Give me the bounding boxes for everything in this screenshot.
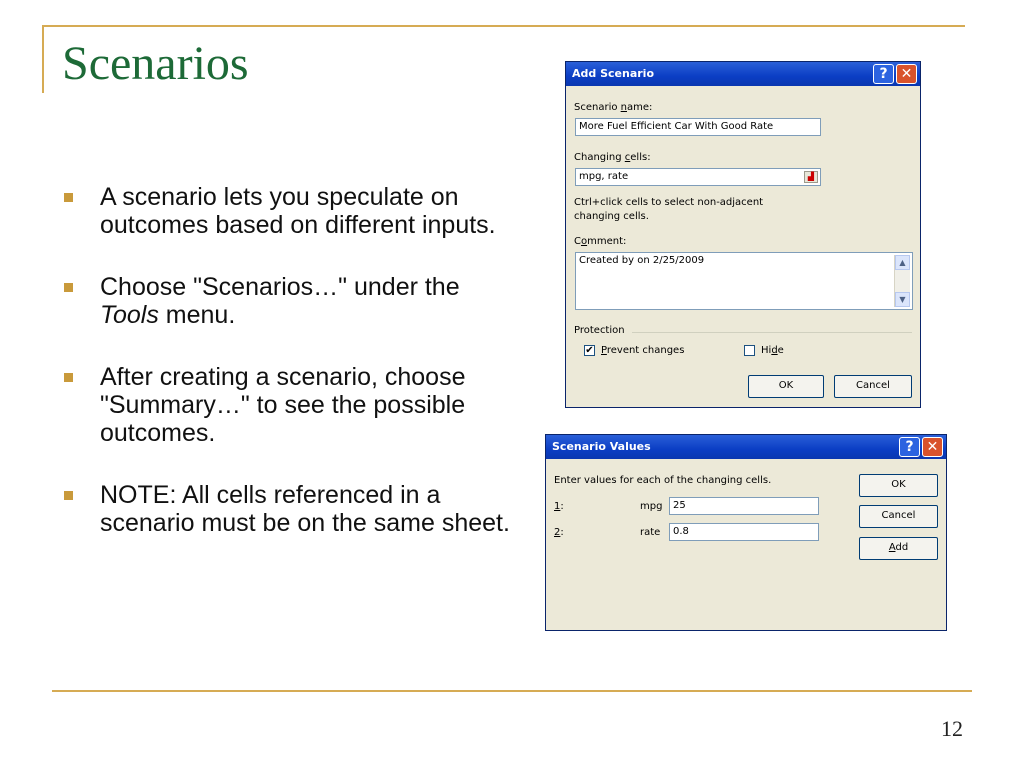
mpg-value-input[interactable]: 25 <box>669 497 819 515</box>
label-part: dd <box>895 542 909 553</box>
bullet-list <box>64 183 514 571</box>
top-rule <box>42 25 965 27</box>
hide-checkbox[interactable] <box>744 345 755 356</box>
comment-scrollbar[interactable] <box>894 255 910 307</box>
add-scenario-dialog <box>565 61 921 408</box>
comment-label <box>574 236 626 247</box>
dialog-title: Scenario Values <box>552 440 651 453</box>
close-icon: ✕ <box>926 439 939 455</box>
bullet-item <box>64 273 514 329</box>
prevent-changes-checkbox[interactable] <box>584 345 595 356</box>
dialog-title: Add Scenario <box>572 67 655 80</box>
question-mark-icon: ? <box>879 66 888 82</box>
label-part: : <box>560 501 564 512</box>
label-part: ells: <box>630 152 651 163</box>
row-index-label <box>554 527 564 538</box>
label-accelerator: d <box>771 345 778 356</box>
close-button[interactable] <box>922 437 943 457</box>
comment-textarea[interactable] <box>575 252 913 310</box>
changing-cells-label <box>574 152 651 163</box>
dialog-title-bar[interactable] <box>546 435 946 459</box>
dialog-title-bar[interactable] <box>566 62 920 86</box>
label-part: C <box>574 236 581 247</box>
bottom-rule <box>52 690 972 692</box>
scroll-down-icon[interactable]: ▼ <box>895 292 910 307</box>
question-mark-icon: ? <box>905 439 914 455</box>
row-name-label: rate <box>640 527 661 538</box>
label-part: revent changes <box>606 345 685 356</box>
bullet-item <box>64 183 514 239</box>
add-button[interactable] <box>859 537 938 560</box>
range-select-icon[interactable]: ▟ <box>804 171 818 183</box>
scenario-name-input[interactable]: More Fuel Efficient Car With Good Rate <box>575 118 821 136</box>
label-part: mment: <box>587 236 627 247</box>
label-accelerator: n <box>620 102 627 113</box>
row-index-label <box>554 501 564 512</box>
hide-label[interactable] <box>761 345 784 356</box>
label-accelerator: 1 <box>554 501 561 512</box>
checkmark-icon: ✔ <box>585 345 594 356</box>
bullet-text-italic: Tools <box>100 301 159 329</box>
left-rule <box>42 25 44 93</box>
bullet-item <box>64 481 514 537</box>
bullet-square-icon <box>64 193 73 202</box>
close-icon: ✕ <box>900 66 913 82</box>
help-button[interactable] <box>873 64 894 84</box>
hint-line: changing cells. <box>574 211 649 222</box>
bullet-item <box>64 363 514 447</box>
cancel-button[interactable]: Cancel <box>859 505 938 528</box>
cancel-button[interactable]: Cancel <box>834 375 912 398</box>
changing-cells-input[interactable] <box>575 168 821 186</box>
rate-value-input[interactable]: 0.8 <box>669 523 819 541</box>
bullet-text: NOTE: All cells referenced in a scenario must be on the same sheet. <box>100 481 510 537</box>
label-accelerator: o <box>580 236 588 247</box>
scenario-values-dialog <box>545 434 947 631</box>
changing-cells-value: mpg, rate <box>579 171 629 182</box>
bullet-text: After creating a scenario, choose "Summary…" to see the possible outcomes. <box>100 363 466 447</box>
scenario-name-label <box>574 102 652 113</box>
prevent-changes-label[interactable] <box>601 345 684 356</box>
label-accelerator: 2 <box>554 527 561 538</box>
protection-divider <box>632 332 912 333</box>
page-number: 12 <box>941 716 963 741</box>
bullet-text <box>100 273 460 329</box>
bullet-text: A scenario lets you speculate on outcomes based on different inputs. <box>100 183 496 239</box>
bullet-square-icon <box>64 491 73 500</box>
label-accelerator: c <box>624 152 631 163</box>
label-part: Scenario <box>574 102 621 113</box>
label-part: Changing <box>574 152 625 163</box>
row-name-label: mpg <box>640 501 663 512</box>
label-part: ame: <box>627 102 653 113</box>
label-part: Hi <box>761 345 772 356</box>
bullet-text-part: Choose "Scenarios…" under the <box>100 273 460 301</box>
changing-cells-hint <box>574 196 763 224</box>
help-button[interactable] <box>899 437 920 457</box>
protection-label: Protection <box>574 325 625 336</box>
ok-button[interactable]: OK <box>748 375 824 398</box>
scroll-up-icon[interactable]: ▲ <box>895 255 910 270</box>
hint-line: Ctrl+click cells to select non-adjacent <box>574 197 764 208</box>
slide-title: Scenarios <box>62 37 249 90</box>
bullet-square-icon <box>64 283 73 292</box>
label-part: e <box>777 345 784 356</box>
bullet-text-part: menu. <box>158 301 236 329</box>
label-accelerator: A <box>888 542 896 553</box>
ok-button[interactable]: OK <box>859 474 938 497</box>
label-part: : <box>560 527 564 538</box>
label-accelerator: P <box>601 345 607 356</box>
close-button[interactable] <box>896 64 917 84</box>
bullet-square-icon <box>64 373 73 382</box>
comment-value: Created by on 2/25/2009 <box>579 255 705 266</box>
instructions-text: Enter values for each of the changing cells. <box>554 475 772 486</box>
